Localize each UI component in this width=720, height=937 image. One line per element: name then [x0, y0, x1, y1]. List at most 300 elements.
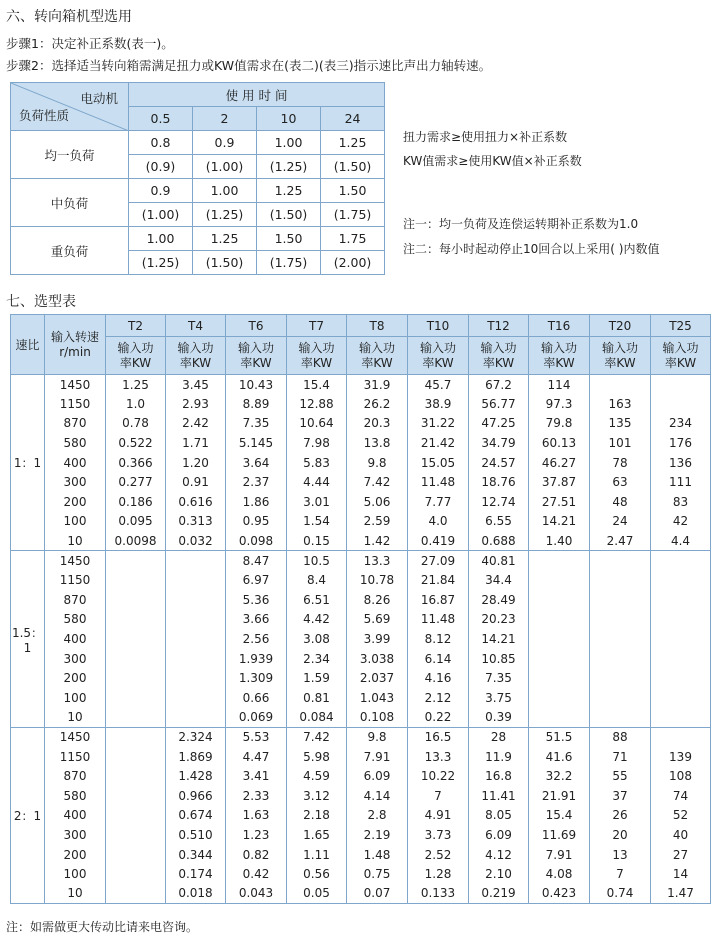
- power-header-line2: 率KW: [543, 355, 575, 370]
- power-header-line2: 率KW: [422, 355, 454, 370]
- speed-cell: 10: [45, 708, 106, 728]
- power-value-cell: 21.42: [408, 433, 469, 453]
- table-row: [11, 727, 711, 747]
- power-value-cell: 4.12: [469, 845, 529, 865]
- power-value-cell: [106, 864, 166, 884]
- section6-title: 六、转向箱机型选用: [6, 9, 132, 25]
- power-header: [347, 337, 408, 375]
- power-value-cell: 16.5: [408, 727, 469, 747]
- power-value-cell: 2.59: [347, 512, 408, 532]
- section7-title: 七、选型表: [6, 294, 76, 310]
- table-row: [11, 590, 711, 610]
- power-value-cell: 8.47: [226, 551, 287, 571]
- power-header-line1: 输入功: [237, 340, 274, 355]
- power-value-cell: [651, 375, 711, 395]
- table-row: [11, 845, 711, 865]
- power-value-cell: [529, 649, 590, 669]
- table-row: [11, 688, 711, 708]
- table-row: [11, 531, 711, 551]
- power-value-cell: 5.69: [347, 610, 408, 630]
- power-value-cell: [590, 649, 651, 669]
- speed-cell: 10: [45, 531, 106, 551]
- factor-cell: 0.8: [129, 131, 193, 155]
- power-value-cell: [590, 551, 651, 571]
- power-value-cell: [106, 786, 166, 806]
- power-value-cell: 5.53: [226, 727, 287, 747]
- power-value-cell: 7: [590, 864, 651, 884]
- power-value-cell: 2.33: [226, 786, 287, 806]
- header-usage-time: 使 用 时 间: [129, 83, 385, 107]
- power-value-cell: 0.66: [226, 688, 287, 708]
- power-value-cell: 5.36: [226, 590, 287, 610]
- power-value-cell: [106, 610, 166, 630]
- power-value-cell: 20.23: [469, 610, 529, 630]
- power-header-line1: 输入功: [419, 340, 456, 355]
- load-type-label: 重负荷: [11, 227, 129, 275]
- table-row: [11, 375, 711, 395]
- power-header-line1: 输入功: [298, 340, 335, 355]
- power-value-cell: 34.79: [469, 433, 529, 453]
- power-header: [651, 337, 711, 375]
- power-value-cell: 0.95: [226, 512, 287, 532]
- power-value-cell: 37: [590, 786, 651, 806]
- power-header-line2: 率KW: [482, 355, 515, 370]
- speed-cell: 300: [45, 825, 106, 845]
- power-value-cell: 2.12: [408, 688, 469, 708]
- power-header-line1: 输入功: [480, 340, 517, 355]
- power-value-cell: 71: [590, 747, 651, 767]
- power-value-cell: [651, 590, 711, 610]
- footer-note: 注：如需做更大传动比请来电咨询。: [6, 920, 199, 934]
- power-value-cell: 7.98: [287, 433, 347, 453]
- table-row: [11, 453, 711, 473]
- power-value-cell: 1.428: [166, 766, 226, 786]
- power-value-cell: 0.069: [226, 708, 287, 728]
- power-header: [590, 337, 651, 375]
- speed-cell: 1150: [45, 747, 106, 767]
- power-value-cell: 139: [651, 747, 711, 767]
- power-value-cell: [529, 668, 590, 688]
- table-row: [11, 610, 711, 630]
- power-header-line1: 输入功: [117, 340, 154, 355]
- load-type-label: 均一负荷: [11, 131, 129, 179]
- power-value-cell: 1.54: [287, 512, 347, 532]
- power-value-cell: 6.09: [347, 766, 408, 786]
- power-value-cell: 3.08: [287, 629, 347, 649]
- selection-table: [10, 314, 711, 904]
- power-value-cell: 1.043: [347, 688, 408, 708]
- factor-frequent-start-cell: (1.50): [321, 155, 385, 179]
- power-value-cell: 10.64: [287, 414, 347, 434]
- model-header: T6: [226, 315, 287, 337]
- power-value-cell: 0.07: [347, 884, 408, 904]
- power-value-cell: 108: [651, 766, 711, 786]
- power-value-cell: [529, 610, 590, 630]
- power-value-cell: 4.42: [287, 610, 347, 630]
- power-header: [408, 337, 469, 375]
- power-value-cell: [166, 570, 226, 590]
- power-value-cell: 0.522: [106, 433, 166, 453]
- power-value-cell: 10.43: [226, 375, 287, 395]
- power-value-cell: 7.42: [287, 727, 347, 747]
- power-value-cell: 1.59: [287, 668, 347, 688]
- power-value-cell: 0.674: [166, 806, 226, 826]
- power-value-cell: 56.77: [469, 394, 529, 414]
- power-value-cell: 52: [651, 806, 711, 826]
- hours-cell: 10: [257, 107, 321, 131]
- factor-cell: 0.9: [129, 179, 193, 203]
- power-value-cell: [106, 551, 166, 571]
- header-load-type: 负荷性质: [19, 108, 70, 123]
- power-value-cell: [106, 629, 166, 649]
- model-header: T16: [529, 315, 590, 337]
- factor-frequent-start-cell: (1.50): [193, 251, 257, 275]
- factor-cell: 0.9: [193, 131, 257, 155]
- power-value-cell: 28: [469, 727, 529, 747]
- power-value-cell: 3.64: [226, 453, 287, 473]
- power-value-cell: 45.7: [408, 375, 469, 395]
- speed-cell: 1150: [45, 570, 106, 590]
- power-value-cell: [106, 590, 166, 610]
- power-value-cell: 1.71: [166, 433, 226, 453]
- power-value-cell: [651, 688, 711, 708]
- model-header: T12: [469, 315, 529, 337]
- power-value-cell: 42: [651, 512, 711, 532]
- table-row: [11, 884, 711, 904]
- power-value-cell: 4.59: [287, 766, 347, 786]
- power-value-cell: 1.309: [226, 668, 287, 688]
- power-value-cell: 0.78: [106, 414, 166, 434]
- note-1: 注一：均一负荷及连偿运转期补正系数为1.0: [403, 217, 639, 231]
- power-value-cell: [590, 708, 651, 728]
- torque-formula: 扭力需求≥使用扭力×补正系数: [403, 130, 568, 144]
- power-value-cell: 3.99: [347, 629, 408, 649]
- power-value-cell: [106, 766, 166, 786]
- power-value-cell: 20.3: [347, 414, 408, 434]
- power-value-cell: 24: [590, 512, 651, 532]
- power-value-cell: [106, 727, 166, 747]
- table-row: [11, 668, 711, 688]
- power-value-cell: 16.87: [408, 590, 469, 610]
- power-value-cell: 32.2: [529, 766, 590, 786]
- power-value-cell: [166, 668, 226, 688]
- power-value-cell: 37.87: [529, 472, 590, 492]
- factor-frequent-start-cell: (1.25): [129, 251, 193, 275]
- factor-cell: 1.00: [129, 227, 193, 251]
- speed-cell: 1450: [45, 727, 106, 747]
- speed-cell: 400: [45, 806, 106, 826]
- power-value-cell: 3.73: [408, 825, 469, 845]
- power-value-cell: 0.366: [106, 453, 166, 473]
- power-header-line1: 输入功: [540, 340, 577, 355]
- table-row: [11, 394, 711, 414]
- factor-cell: 1.75: [321, 227, 385, 251]
- power-value-cell: [651, 708, 711, 728]
- power-value-cell: 12.88: [287, 394, 347, 414]
- power-value-cell: 78: [590, 453, 651, 473]
- power-value-cell: 2.52: [408, 845, 469, 865]
- power-value-cell: 47.25: [469, 414, 529, 434]
- header-input-speed-line2: r/min: [59, 344, 91, 359]
- model-header: T7: [287, 315, 347, 337]
- power-value-cell: [166, 551, 226, 571]
- model-header: T25: [651, 315, 711, 337]
- power-value-cell: 13: [590, 845, 651, 865]
- power-value-cell: 31.22: [408, 414, 469, 434]
- factor-frequent-start-cell: (1.00): [193, 155, 257, 179]
- power-value-cell: 176: [651, 433, 711, 453]
- power-value-cell: 41.6: [529, 747, 590, 767]
- speed-cell: 1450: [45, 551, 106, 571]
- power-value-cell: [106, 825, 166, 845]
- speed-cell: 870: [45, 590, 106, 610]
- speed-cell: 870: [45, 766, 106, 786]
- power-value-cell: 2.037: [347, 668, 408, 688]
- power-value-cell: 6.09: [469, 825, 529, 845]
- power-value-cell: 48: [590, 492, 651, 512]
- power-value-cell: 4.16: [408, 668, 469, 688]
- power-value-cell: 3.75: [469, 688, 529, 708]
- power-header-line1: 输入功: [177, 340, 214, 355]
- power-value-cell: 6.55: [469, 512, 529, 532]
- power-value-cell: 11.48: [408, 610, 469, 630]
- power-value-cell: [529, 570, 590, 590]
- power-value-cell: 4.4: [651, 531, 711, 551]
- model-header: T8: [347, 315, 408, 337]
- power-value-cell: [529, 629, 590, 649]
- power-value-cell: 0.74: [590, 884, 651, 904]
- power-value-cell: 6.14: [408, 649, 469, 669]
- power-value-cell: 3.01: [287, 492, 347, 512]
- power-value-cell: [651, 551, 711, 571]
- power-value-cell: 11.41: [469, 786, 529, 806]
- power-value-cell: 1.28: [408, 864, 469, 884]
- factor-cell: 1.50: [321, 179, 385, 203]
- power-value-cell: 1.11: [287, 845, 347, 865]
- power-value-cell: 10.85: [469, 649, 529, 669]
- factor-frequent-start-cell: (2.00): [321, 251, 385, 275]
- power-value-cell: 3.66: [226, 610, 287, 630]
- power-header: [166, 337, 226, 375]
- power-header-line2: 率KW: [119, 355, 152, 370]
- power-value-cell: 79.8: [529, 414, 590, 434]
- header-input-speed-line1: 输入转速: [50, 329, 99, 344]
- power-header: [529, 337, 590, 375]
- power-value-cell: 7.35: [469, 668, 529, 688]
- table-row: [11, 649, 711, 669]
- model-header: T2: [106, 315, 166, 337]
- speed-cell: 300: [45, 472, 106, 492]
- power-value-cell: 27: [651, 845, 711, 865]
- power-value-cell: 0.81: [287, 688, 347, 708]
- power-value-cell: 16.8: [469, 766, 529, 786]
- header-input-speed: [45, 315, 106, 375]
- power-value-cell: 0.095: [106, 512, 166, 532]
- power-value-cell: 0.084: [287, 708, 347, 728]
- diagonal-header-cell: [11, 83, 129, 131]
- power-header-line2: 率KW: [240, 355, 272, 370]
- table-row: [11, 433, 711, 453]
- power-value-cell: 28.49: [469, 590, 529, 610]
- power-value-cell: 1.25: [106, 375, 166, 395]
- power-value-cell: 0.043: [226, 884, 287, 904]
- speed-cell: 100: [45, 512, 106, 532]
- power-value-cell: 7.42: [347, 472, 408, 492]
- kw-formula: KW值需求≥使用KW值×补正系数: [403, 154, 582, 168]
- power-value-cell: 0.174: [166, 864, 226, 884]
- power-value-cell: 1.63: [226, 806, 287, 826]
- power-value-cell: [106, 806, 166, 826]
- table-row: [11, 512, 711, 532]
- power-value-cell: 63: [590, 472, 651, 492]
- power-value-cell: 2.34: [287, 649, 347, 669]
- model-header: T10: [408, 315, 469, 337]
- power-value-cell: 0.0098: [106, 531, 166, 551]
- power-header: [469, 337, 529, 375]
- power-value-cell: 8.05: [469, 806, 529, 826]
- power-value-cell: [651, 629, 711, 649]
- power-value-cell: 18.76: [469, 472, 529, 492]
- power-value-cell: 0.688: [469, 531, 529, 551]
- power-value-cell: 0.75: [347, 864, 408, 884]
- table-row: [11, 570, 711, 590]
- table-row: [11, 747, 711, 767]
- power-value-cell: [529, 708, 590, 728]
- table-row: [11, 766, 711, 786]
- power-value-cell: 1.65: [287, 825, 347, 845]
- power-value-cell: 0.186: [106, 492, 166, 512]
- power-value-cell: 14.21: [529, 512, 590, 532]
- table-row: [11, 786, 711, 806]
- factor-cell: 1.25: [257, 179, 321, 203]
- power-value-cell: 7.35: [226, 414, 287, 434]
- power-value-cell: 0.423: [529, 884, 590, 904]
- power-value-cell: 15.4: [529, 806, 590, 826]
- power-value-cell: 0.219: [469, 884, 529, 904]
- power-value-cell: [106, 649, 166, 669]
- table-row: [11, 414, 711, 434]
- power-value-cell: 1.939: [226, 649, 287, 669]
- power-value-cell: 13.3: [408, 747, 469, 767]
- power-value-cell: 88: [590, 727, 651, 747]
- power-value-cell: [590, 688, 651, 708]
- power-value-cell: 0.108: [347, 708, 408, 728]
- power-value-cell: 10.5: [287, 551, 347, 571]
- power-value-cell: 7: [408, 786, 469, 806]
- factor-frequent-start-cell: (1.25): [193, 203, 257, 227]
- power-value-cell: 0.22: [408, 708, 469, 728]
- power-header: [106, 337, 166, 375]
- power-value-cell: [106, 668, 166, 688]
- power-value-cell: [166, 590, 226, 610]
- power-value-cell: 27.51: [529, 492, 590, 512]
- power-value-cell: 3.41: [226, 766, 287, 786]
- power-value-cell: 4.08: [529, 864, 590, 884]
- power-value-cell: 15.05: [408, 453, 469, 473]
- power-header-line2: 率KW: [664, 355, 697, 370]
- speed-cell: 100: [45, 688, 106, 708]
- power-value-cell: 0.277: [106, 472, 166, 492]
- table-row: [11, 492, 711, 512]
- power-value-cell: 24.57: [469, 453, 529, 473]
- power-value-cell: 135: [590, 414, 651, 434]
- power-value-cell: [529, 590, 590, 610]
- power-value-cell: [166, 688, 226, 708]
- power-value-cell: 74: [651, 786, 711, 806]
- power-value-cell: 1.20: [166, 453, 226, 473]
- power-value-cell: 0.313: [166, 512, 226, 532]
- power-value-cell: 31.9: [347, 375, 408, 395]
- factor-frequent-start-cell: (1.75): [257, 251, 321, 275]
- speed-cell: 400: [45, 629, 106, 649]
- factor-cell: 1.25: [321, 131, 385, 155]
- power-value-cell: 1.40: [529, 531, 590, 551]
- power-value-cell: 0.42: [226, 864, 287, 884]
- power-value-cell: [106, 708, 166, 728]
- power-value-cell: [651, 394, 711, 414]
- power-value-cell: 3.038: [347, 649, 408, 669]
- power-value-cell: 1.869: [166, 747, 226, 767]
- power-value-cell: 0.510: [166, 825, 226, 845]
- power-value-cell: [529, 551, 590, 571]
- power-value-cell: [166, 649, 226, 669]
- power-value-cell: 7.91: [347, 747, 408, 767]
- power-value-cell: 2.42: [166, 414, 226, 434]
- power-value-cell: 5.145: [226, 433, 287, 453]
- power-value-cell: 21.84: [408, 570, 469, 590]
- power-value-cell: 5.98: [287, 747, 347, 767]
- load-type-label: 中负荷: [11, 179, 129, 227]
- power-value-cell: 4.0: [408, 512, 469, 532]
- power-value-cell: 2.93: [166, 394, 226, 414]
- power-value-cell: 21.91: [529, 786, 590, 806]
- power-value-cell: 12.74: [469, 492, 529, 512]
- power-value-cell: 7.77: [408, 492, 469, 512]
- power-value-cell: 15.4: [287, 375, 347, 395]
- power-value-cell: 0.91: [166, 472, 226, 492]
- power-value-cell: 3.12: [287, 786, 347, 806]
- power-value-cell: 9.8: [347, 727, 408, 747]
- factor-cell: 1.00: [193, 179, 257, 203]
- table-row: [11, 708, 711, 728]
- note-2: 注二：每小时起动停止10回合以上采用( )内数值: [403, 242, 660, 256]
- power-value-cell: 26: [590, 806, 651, 826]
- speed-cell: 10: [45, 884, 106, 904]
- power-value-cell: 0.05: [287, 884, 347, 904]
- power-header: [287, 337, 347, 375]
- power-value-cell: 0.018: [166, 884, 226, 904]
- power-value-cell: [106, 845, 166, 865]
- power-value-cell: 10.78: [347, 570, 408, 590]
- power-header-line2: 率KW: [300, 355, 333, 370]
- power-header-line1: 输入功: [358, 340, 395, 355]
- power-value-cell: 0.098: [226, 531, 287, 551]
- power-value-cell: 0.133: [408, 884, 469, 904]
- power-value-cell: 136: [651, 453, 711, 473]
- power-value-cell: 13.3: [347, 551, 408, 571]
- table-row: [11, 806, 711, 826]
- factor-cell: 1.50: [257, 227, 321, 251]
- power-value-cell: 234: [651, 414, 711, 434]
- hours-cell: 2: [193, 107, 257, 131]
- power-value-cell: 0.15: [287, 531, 347, 551]
- hours-cell: 0.5: [129, 107, 193, 131]
- speed-cell: 200: [45, 845, 106, 865]
- table-row: [11, 629, 711, 649]
- table-row: [11, 472, 711, 492]
- power-value-cell: 4.44: [287, 472, 347, 492]
- power-value-cell: 4.47: [226, 747, 287, 767]
